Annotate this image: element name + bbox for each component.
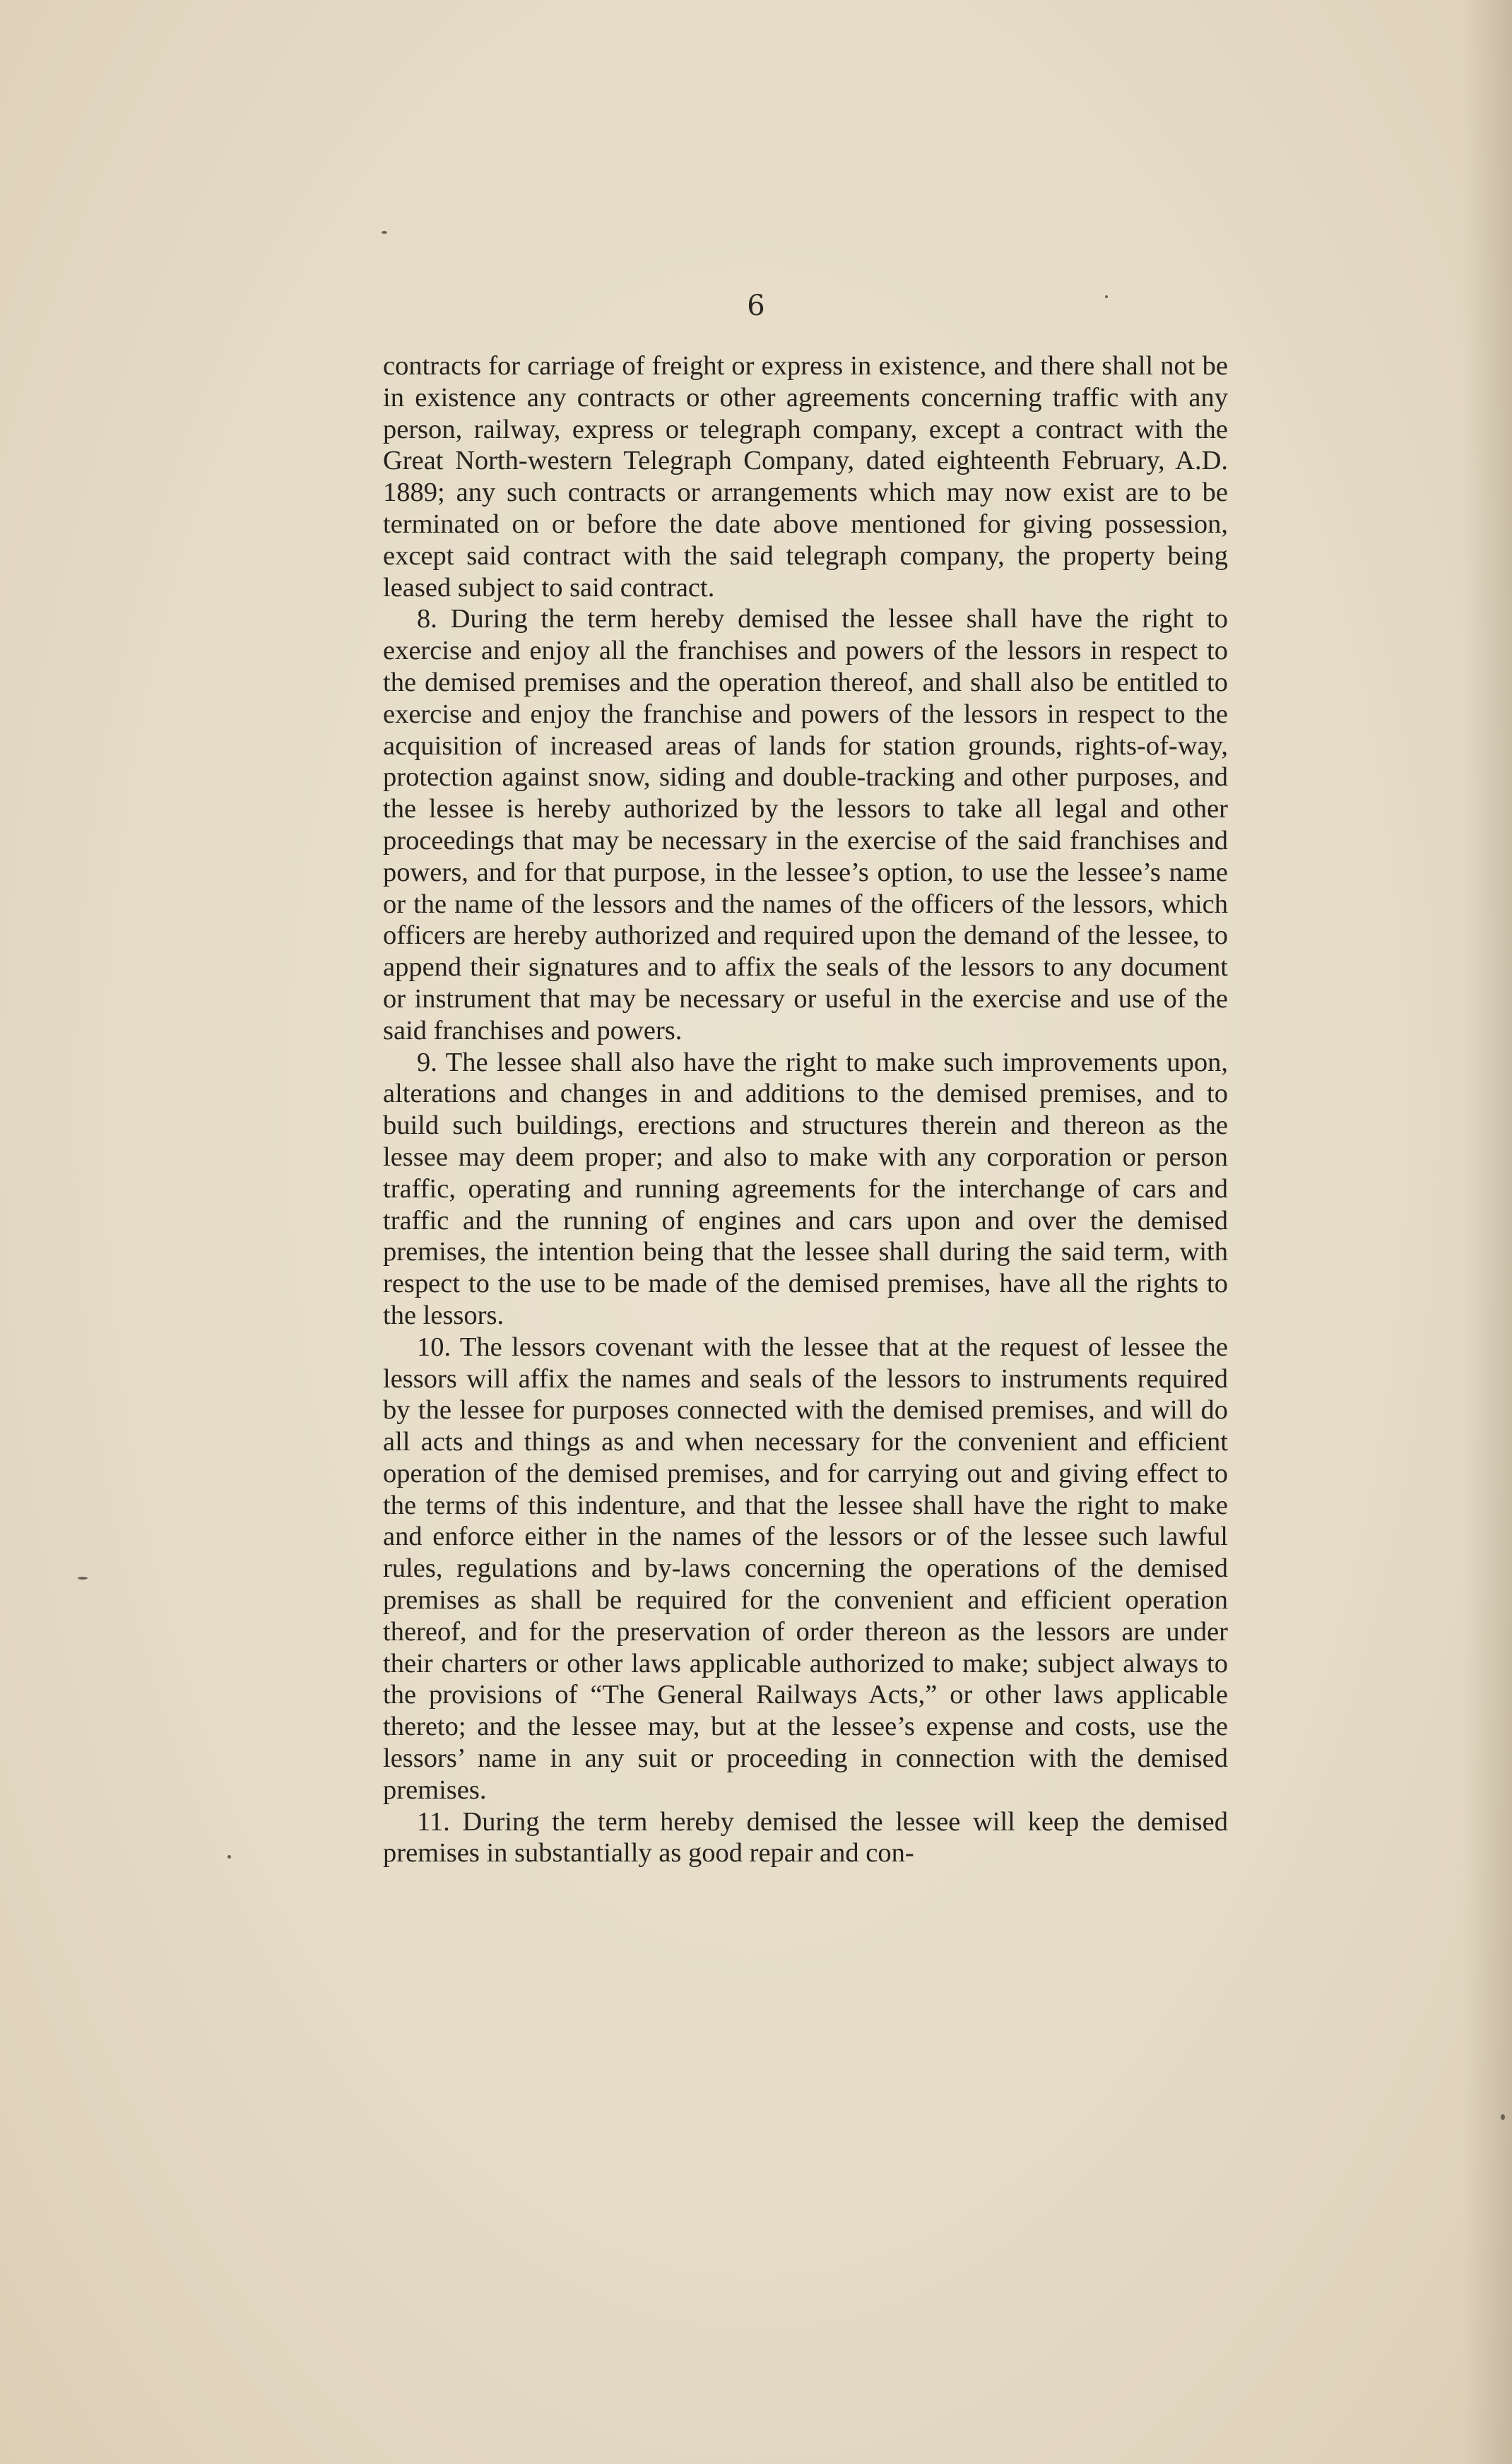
page-number: 6 xyxy=(747,290,765,322)
paragraph-clause-9: 9. The lessee shall also have the right to make such improvements upon, alterations and changes in and additions to the demised premises, and to build such buildings, erections and structures therein and thereon as the lessee may deem proper; and also to make with any corporation or person traffic, operating and running agreements for the interchange of cars and traffic and the running of engines and cars upon and over the demised premises, the intention being that the lessee shall during the said term, with respect to the use to be made of the demised premises, have all the rights to the lessors. xyxy=(383,1047,1228,1330)
paragraph-clause-10: 10. The lessors covenant with the lessee that at the request of lessee the lessors will affix the names and seals of the lessors to instruments required by the lessee for purposes connected with the demised premises, and will do all acts and things as and when necessary for the convenient and efficient operation of the demised premises, and for carrying out and giving effect to the terms of this indenture, and that the lessee shall have the right to make and enforce either in the names of the lessors or of the lessee such lawful rules, regulations and by-laws concerning the operations of the demised premises as shall be required for the convenient and efficient operation thereof, and for the preservation of order thereon as the lessors are under their charters or other laws applicable authorized to make; subject always to the provisions of “The General Railways Acts,” or other laws applicable thereto; and the lessee may, but at the lessee’s expense and costs, use the lessors’ name in any suit or proceeding in connection with the demised premises. xyxy=(383,1332,1228,1805)
paragraph-clause-11: 11. During the term hereby demised the lessee will keep the demised premises in substantially as good repair and con- xyxy=(383,1806,1228,1868)
ink-speck xyxy=(78,1577,88,1580)
ink-speck xyxy=(382,231,387,234)
ink-speck xyxy=(1501,2114,1505,2120)
body-text xyxy=(383,350,1228,1869)
paragraph-clause-8: 8. During the term hereby demised the lessee shall have the right to exercise and enjoy all the franchises and powers of the lessors in respect to the demised premises and the operation thereof, and shall also be entitled to exercise and enjoy the franchise and powers of the lessors in respect to the acquisition of increased areas of lands for station grounds, rights-of-way, protection against snow, siding and double-tracking and other purposes, and the lessee is hereby authorized by the lessors to take all legal and other proceedings that may be necessary in the exercise of the said franchises and powers, and for that purpose, in the lessee’s option, to use the lessee’s name or the name of the lessors and the names of the officers of the lessors, which officers are hereby authorized and required upon the demand of the lessee, to append their signatures and to affix the seals of the lessors to any document or instrument that may be necessary or useful in the exercise and use of the said franchises and powers. xyxy=(383,604,1228,1046)
ink-speck xyxy=(228,1855,231,1859)
page-edge-shadow xyxy=(1463,0,1512,2464)
paragraph-contracts-continued: contracts for carriage of freight or express in existence, and there shall not be in existence any contracts or other agreements concerning traffic with any person, railway, express or telegraph company, except a contract with the Great North-western Telegraph Company, dated eighteenth February, A.D. 1889; any such contracts or arrangements which may now exist are to be terminated on or before the date above mentioned for giving possession, except said contract with the said telegraph company, the property being leased subject to said contract. xyxy=(383,351,1228,603)
